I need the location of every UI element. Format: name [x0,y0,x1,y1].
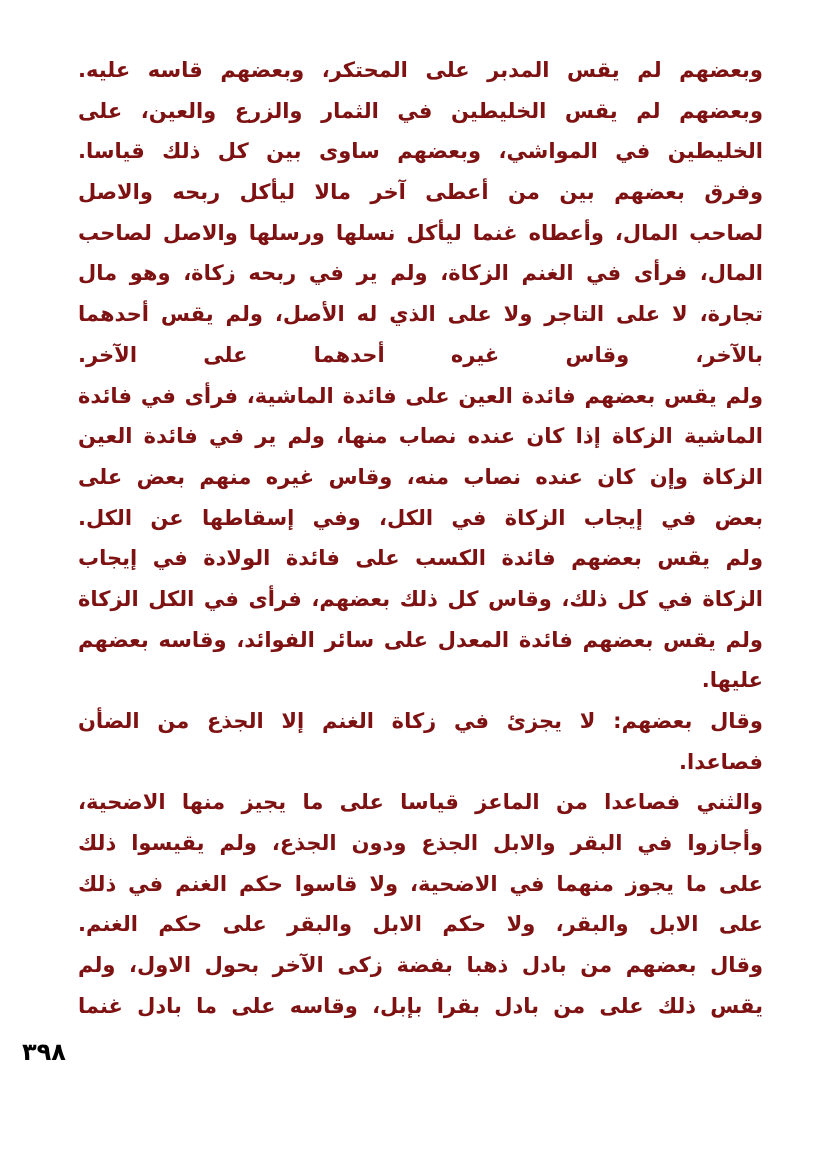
text-line: على ما يجوز منهما في الاضحية، ولا قاسوا حكم الغنم في ذلك [78,871,763,896]
text-line: ولم يقس بعضهم فائدة العين على فائدة الماشية، فرأى في فائدة [78,383,763,408]
text-line: ولم يقس بعضهم فائدة الكسب على فائدة الولادة في إيجاب [78,546,763,571]
text-line: يقس ذلك على من بادل بقرا بإبل، وقاسه على ما بادل غنما [78,993,763,1018]
text-line: تجارة، لا على التاجر ولا على الذي له الأصل، ولم يقس أحدهما [78,302,763,327]
text-line: ولم يقس بعضهم فائدة المعدل على سائر الفوائد، وقاسه بعضهم [78,627,763,652]
text-line: الخليطين في المواشي، وبعضهم ساوى بين كل ذلك قياسا. [78,139,763,164]
text-line: الماشية الزكاة إذا كان عنده نصاب منها، ولم ير في فائدة العين [78,424,763,449]
page-number: ٣٩٨ [22,1038,66,1066]
text-line: بالآخر، وقاس غيره أحدهما على الآخر. [78,342,763,367]
text-line: فصاعدا. [679,749,763,774]
text-line: وقال بعضهم: لا يجزئ في زكاة الغنم إلا الجذع من الضأن [78,709,763,733]
body-text [78,50,763,1027]
text-line: الزكاة في كل ذلك، وقاس كل ذلك بعضهم، فرأى في الكل الزكاة [78,586,763,611]
text-line: والثني فصاعدا من الماعز قياسا على ما يجيز منها الاضحية، [78,790,763,815]
text-line: بعض في إيجاب الزكاة في الكل، وفي إسقاطها عن الكل. [78,505,763,530]
text-line: المال، فرأى في الغنم الزكاة، ولم ير في ربحه زكاة، وهو مال [78,261,763,286]
text-line: وأجازوا في البقر والابل الجذع ودون الجذع، ولم يقيسوا ذلك [78,831,763,856]
text-line: وقال بعضهم من بادل ذهبا بفضة زكى الآخر بحول الاول، ولم [78,953,763,978]
text-line: وبعضهم لم يقس المدبر على المحتكر، وبعضهم قاسه عليه. [78,58,763,82]
text-line: على الابل والبقر، ولا حكم الابل والبقر على حكم الغنم. [78,912,763,937]
text-line: لصاحب المال، وأعطاه غنما ليأكل نسلها ورسلها والاصل لصاحب [78,220,763,245]
text-line: وبعضهم لم يقس الخليطين في الثمار والزرع والعين، على [78,98,763,123]
text-line: وفرق بعضهم بين من أعطى آخر مالا ليأكل ربحه والاصل [78,180,763,205]
text-line: الزكاة وإن كان عنده نصاب منه، وقاس غيره منهم بعض على [78,464,763,489]
text-line: عليها. [701,668,763,693]
